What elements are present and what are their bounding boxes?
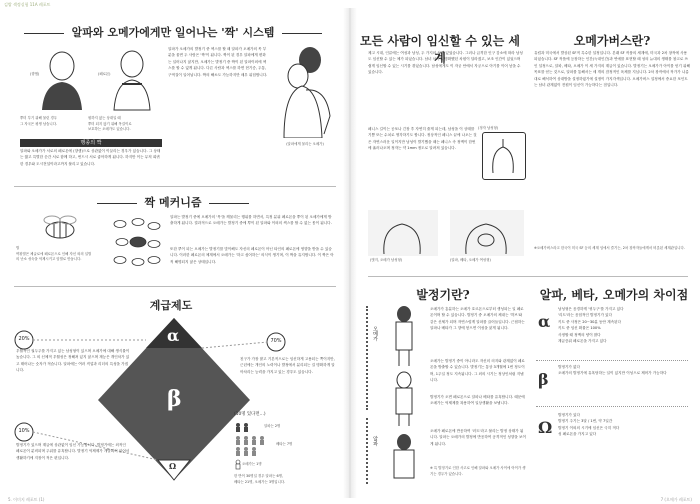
percent-omega: 10% (18, 428, 30, 434)
figure-label-top: (정자 남성형) (478, 126, 499, 130)
alpha-side-rule (366, 418, 376, 484)
bee-caption: 벌 여왕벌은 체글로에 페로몬으로 인해 자신 외의 일벌의 난소 성숙을 억제시키고 암벌로 만듭니다. (16, 246, 92, 262)
list-item: 키트 중 사정은 20~30분 동안 계속된다 (558, 319, 621, 324)
section-title-what-is-heat: 발정기란? (416, 288, 470, 302)
left-page (6, 14, 340, 494)
section-title-pair-mechanism: 짝 메커니즘 (6, 194, 340, 210)
legend-alpha: 알파는 2명 (264, 424, 281, 428)
heat-body-mid2: 발정기가 오면 페로몬으로 알파나 베타를 유혹합니다. 때문에 오메가는 억제제를 복용하여 일상생활을 보냅니다. (430, 395, 525, 406)
beta-symbol: β (167, 386, 182, 412)
percent-alpha: 20% (18, 336, 30, 342)
heat-body-bottom: 오메가 페로몬에 반응하여 '러트'라고 불리는 발정 상태가 됩니다. 알파는 오메가의 발정에 반응하여 공격적인 성향을 보이게 됩니다. (430, 429, 526, 446)
omega-symbol: Ω (538, 418, 553, 437)
omega-symbol: Ω (169, 461, 177, 471)
alpha-traits-list (558, 306, 692, 344)
section-title-differences: 알파, 베타, 오메가의 차이점 (539, 288, 689, 302)
omega-traits-list (558, 412, 692, 438)
heat-figures-illustration (384, 306, 424, 484)
heat-body-top: 오메가가 흥분하는 오메가 호르몬으로부터 생성되는 일 페로몬이며 할 수 있습니다. 발정기 중 오메가의 체내는 '허브'와 같은 신체가 되며 자연스럽게 알파를 끌어들입니다. 근접하는 알파나 베타가 그 향에 닿으면 이성을 잃게 됩니다. (430, 307, 525, 331)
legend-title: (10명 있다면...) (234, 412, 266, 417)
divider (536, 360, 688, 361)
beta-symbol: β (538, 370, 549, 389)
list-item: 발정기가 있다 (558, 413, 580, 417)
world-body-2: 페니스 길이는 공포나 긴장 후 자연히 줄게 되는데, 남성을 이 상태를 기쁨 또는 수치로 생각하기도 합니다. 정상적인 페니스 끝에 나오는 것은 자연스러운 일이지만 남성이 발기했을 때는 페니스 속 정액이 한번에 흘러나오며 정자는 약 1mm 정도로 알려져 있습니다. (368, 127, 477, 151)
anatomy-diagrams (368, 210, 524, 258)
caption-bite-mark: 뿌미 부기 위해 물린 경우 그 자국은 평생 남습니다. (20, 116, 58, 126)
alpha-symbol: α (167, 326, 180, 345)
beta-description: 친구가 가장 많고 기본적으로는 임신하게 고용되는 쪽이지만, 근년에는 개인의 노력이나 발정에서 분리되는 걸 명확하게 알아차리는 능력을 가지고 있는 경우도 있습니다. (240, 357, 335, 374)
alpha-symbol: α (538, 312, 551, 331)
list-item: 키트 중 임신 확률은 100% (558, 326, 601, 331)
neck-diagram-illustration (32, 50, 162, 112)
legend-note: 한 반이 30명일 경우 알파는 6명, 베타는 21명, 오메가는 3명입니다. (234, 474, 286, 484)
world-body-1: 제고 시대, 인류에는 여성과 남성, 두 가지의 성이 있었습니다. 그러나 급격한 인구 감소에 따라 남성도 임신할 수 있는 체가 되었습니다. 남녀 차이도 명확했던 차원이 달라졌고, 보조 인간이 있었으며 쉽게 임신할 수 있는 시기를 겪었습니다. 남성에게도 이 자궁 안에서 자궁으로 아기를 이어 낳을 수 있습니다. (368, 51, 523, 75)
destined-pair-text: 알파와 오메가가 서로의 페로몬에 (향샘)으로 상관없이 이끌리는 경우가 있습니다. 그 상태는 짧고 특별한 순간 서로 함께 하고, 번드시 서로 좋아하게 됩니다. 하지만 이는 무척 희귀한 경우와 도시전설이라고까지 불리고 있습니다. (20, 149, 161, 166)
figure-label-1: (벗겨, 오메가 남성형) (370, 258, 403, 262)
scent-gland-label: (향샘) (30, 72, 40, 76)
omegaverse-footnote: ※오메가버스라고 한국이 미국 SF 등의 세계 임에서 즐기는, 2차 창작자들에게서 비롯된 세계관입니다. (534, 246, 685, 250)
divider (14, 286, 336, 287)
right-illustration-caption: (알파에게 물리는 오메가) (286, 142, 324, 146)
bee-swarm-illustration (108, 214, 164, 272)
list-item: 발정기 주기는 3달 / 1번, 약 7일간 (558, 419, 613, 424)
list-item: '리트'라는 음험적인 발정기가 있다 (558, 313, 613, 318)
omega-side-rule (366, 306, 376, 410)
side-label-alpha: 알파 (372, 436, 378, 446)
list-item: 오메가의 발정기에 유혹당하는 일이 있지만 이성으로 제어가 가능하다 (558, 371, 667, 376)
legend-omega: 오메가는 1명 (242, 462, 262, 466)
list-item: 성 페로몬을 가지고 있다 (558, 432, 597, 437)
list-item: 계급증위 페로몬을 가지고 있다 (558, 339, 607, 344)
divider (368, 276, 688, 277)
right-page (360, 14, 696, 494)
list-item: 발정기가 없다 (558, 365, 580, 369)
bee-illustration (30, 214, 90, 244)
caption-collar: 원하지 않는 상대일 때 뿌미 되지 않기 위해 목걸이로 보호하는 오메가도 있습니다. (88, 116, 132, 132)
omega-description: 발정기가 있으며 계급에 상관없이 임신 가능합니다. 발정기에는 외적인 페로몬이 분비되며 주위를 유혹합니다. 발정기 억제제가 개발되어 있어서 생활하기에 지장이 적은 편입니다. (16, 443, 130, 460)
figure-frame (482, 132, 526, 180)
alpha-biting-omega-illustration (276, 46, 336, 138)
section-title-everyone-can-get-pregnant: 모든 사람이 임신할 수 있는 세계 (360, 34, 520, 65)
section-title-what-is-omegaverse: 오메가버스란? (573, 34, 651, 48)
omegaverse-body: 유럽과 미국에서 발상된 SF적 특수한 설정입니다. 본래 SF 작품의 세계에, 미국과 2차 창작에 사용되었습니다. SF 작품에 등장하는 인간(늑대인간)과 연예를 표현할 때 성의 뉴대의 생태를 참고로 쓰인 설정으로, 알파, 베타, 오메가 이 세 가지의 계급이 있습니다. 발정기는 오메가가 아이를 얻기 위해 목표를 얻는 것으로, 알파를 통해서는 세 개의 잠정적인 육체를 지닙니다. 2차 창작에서 작가가 나름대로 해석하여 상대방을 설정하였기에 설정이 가지각색입니다. 오메가버스 설정에서 중요한 포인트는 남녀 관계없이 전원이 임신이 가능하다는 점입니다. (534, 51, 690, 88)
figure-label-2: (알파, 베타, 오메가 여성형) (450, 258, 491, 262)
list-item: 발정기 이외의 시기에 임신은 극히 적다 (558, 425, 620, 430)
mechanism-body-2: 또한 뿌이 되는 오메가는 발정기를 맞이해도 자신의 페로몬이 아닌 타인의 페로몬에 영향을 받을 수 있습니다. 이러한 페로몬의 체계에서 오메가는 '하고 싶어하는' 의식이 생기며, 이 짝을 유지합니다. 이 짝은 아직 해명되지 않은 상태입니다. (170, 247, 334, 264)
pheromone-label: (페로몬) (98, 72, 111, 76)
footer-right: 7 (오메가 레포트) (660, 497, 692, 502)
book-gutter (343, 8, 357, 498)
section-title-caste-system: 계급제도 (149, 299, 193, 312)
heat-note: ※ 특 발정기로 인한 사고로 인해 알파와 오메가 사이에 아이가 생기는 경우가 있습니다. (430, 466, 526, 476)
alpha-description: 우월적인 권두주를 가지고 있는 남성형이 있으며 오메가에 대해 생식률이 높습니다. 그 외 신체적 우월성은 정해져 있지 않으며 재능은 개인차가 있고 태어나는 숫자가 적습니다. 알파에는 여러 직업과 리더의 특성을 가집니다. (16, 349, 130, 373)
footer-left: 5. 이미지 레포트 (1) (8, 497, 45, 502)
side-label-omega: 오메가 (372, 326, 378, 341)
list-item: 남성형은 음경하게 '귀두구'를 가지고 있다 (558, 307, 624, 311)
mechanism-body-1: 알파는 발정기 중에 오메가의 '목'을 깨물리는 행위를 하면서, 특정 분위 페로몬을 뿌이 된 오메가에게 방출하게 됩니다. 결과적으로 오메가는 발정기 중에 뿌이 된 알파와 이외의 섹스를 할 수 없는 몸이 됩니다. (170, 215, 332, 226)
divider (14, 186, 336, 187)
divider (536, 406, 688, 407)
heat-body-mid: 오메가는 발정기 중이 아니라도 자신의 의지와 관계없이 페로몬을 방출할 수 있습니다. 발정기는 통상 3개월에 1번 정도이며, 1주일 정도 지속됩니다. 그 외의 시기는 정상인처럼 지냅니다. (430, 359, 525, 383)
list-item: 사정할 때 정액의 양이 많다 (558, 332, 601, 337)
legend-beta: 베타는 7명 (276, 442, 293, 446)
section-title-pair-system: 알파와 오메가에게만 일어나는 '짝' 시스템 (6, 24, 340, 40)
percent-beta: 70% (270, 338, 282, 344)
pair-system-body: 알파가 오메가의 발정기 중 섹스를 할 때 알파가 오메가의 목 부분을 물면 두 사람은 '짝'이 됩니다. 짝이 된 경우 알파에게 변화는 일어나지 않지만, 오메가는 발정기 중 짝이 된 알파이외에 섹스를 할 수 없게 됩니다. 다른 사람과 섹스를 하면 현기증, 두통, 구역질이 일어납니다. 짝의 해소도 가능하지만 매우 위험합니다. (168, 47, 268, 77)
destined-pair-label: 맹종의 짝 (20, 139, 162, 147)
running-head: 김밥 색정실험 11A 레포트 (4, 2, 51, 7)
beta-traits-list (558, 364, 692, 377)
